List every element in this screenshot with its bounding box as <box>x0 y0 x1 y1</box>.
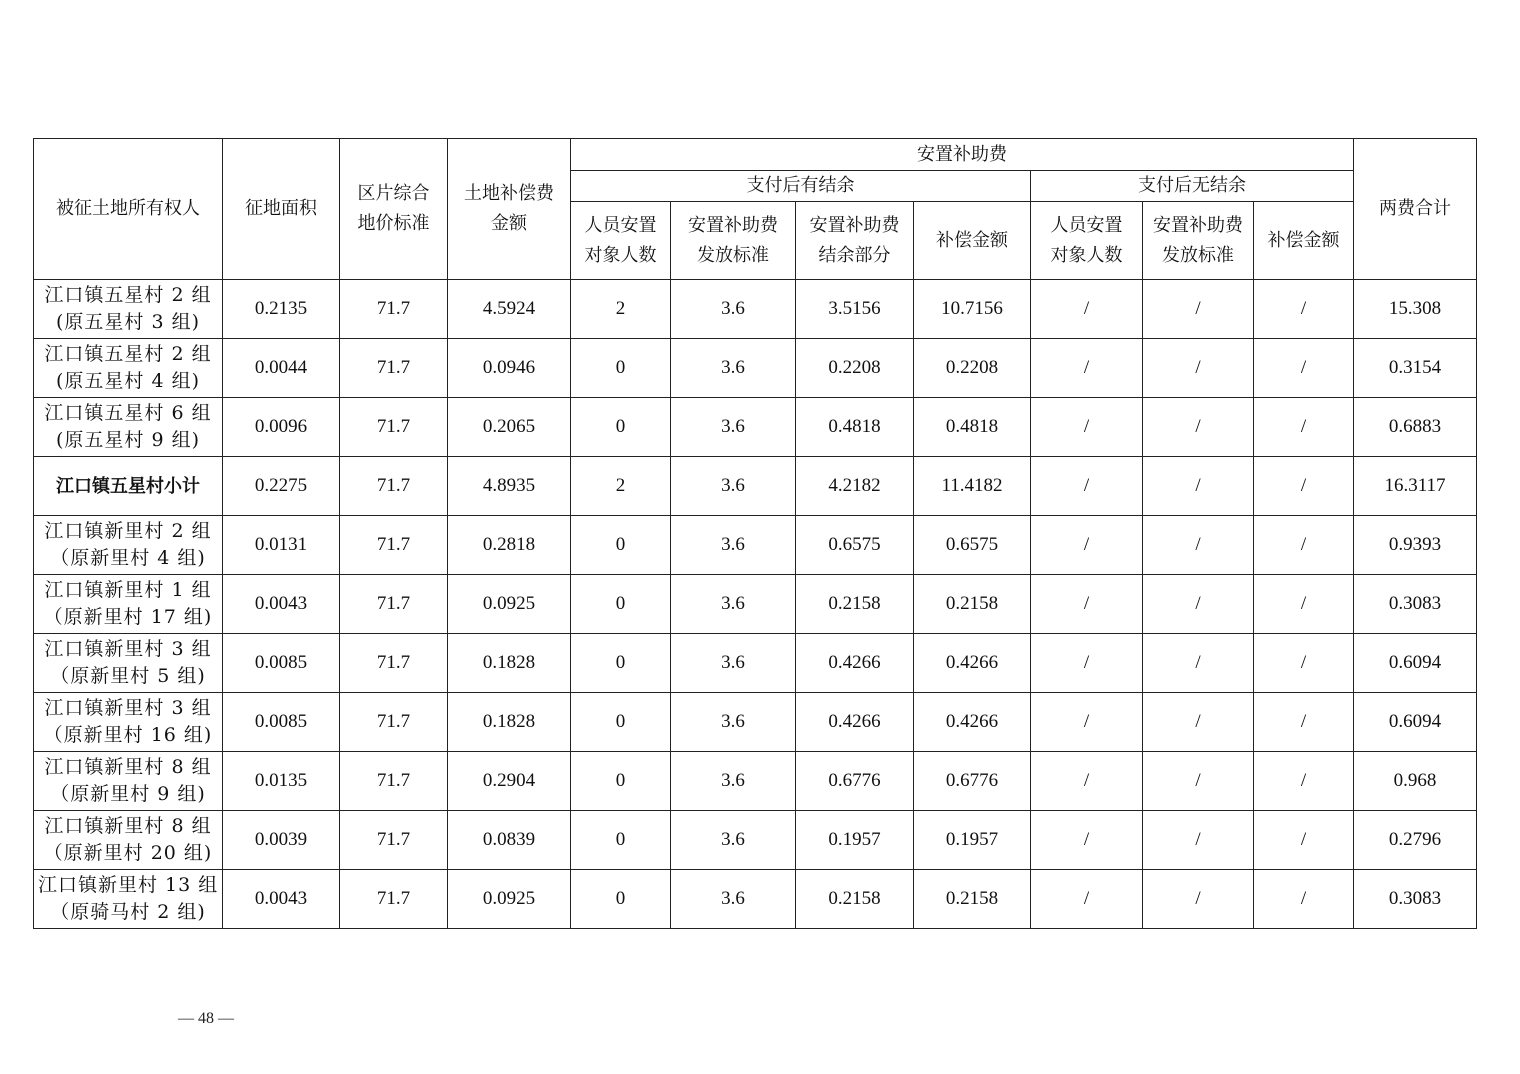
cell-subsidy-surplus: 0.4266 <box>796 693 914 752</box>
table-header <box>34 139 1477 280</box>
cell-standard-no-surplus: / <box>1143 339 1254 398</box>
header-with-surplus: 支付后有结余 <box>571 171 1031 202</box>
cell-persons-no-surplus: / <box>1031 457 1143 516</box>
owner-former-name: （原新里村 16 组) <box>43 724 213 746</box>
cell-area: 0.0044 <box>223 339 340 398</box>
cell-owner <box>34 280 223 339</box>
cell-land-compensation: 0.2065 <box>448 398 571 457</box>
table-row <box>34 280 1477 339</box>
cell-area: 0.0131 <box>223 516 340 575</box>
cell-persons: 0 <box>571 634 671 693</box>
cell-persons: 2 <box>571 457 671 516</box>
cell-subsidy-surplus: 0.6776 <box>796 752 914 811</box>
owner-former-name: (原五星村 4 组) <box>56 370 200 392</box>
cell-owner <box>34 870 223 929</box>
cell-price: 71.7 <box>340 811 448 870</box>
header-resettlement: 安置补助费 <box>571 139 1354 171</box>
cell-compensation: 10.7156 <box>914 280 1031 339</box>
cell-persons: 0 <box>571 516 671 575</box>
cell-compensation-no-surplus: / <box>1254 870 1354 929</box>
cell-compensation-no-surplus: / <box>1254 752 1354 811</box>
cell-compensation-no-surplus: / <box>1254 693 1354 752</box>
compensation-table <box>33 138 1477 929</box>
cell-land-compensation: 4.8935 <box>448 457 571 516</box>
cell-land-compensation: 0.1828 <box>448 693 571 752</box>
cell-total: 0.9393 <box>1354 516 1477 575</box>
cell-total: 0.968 <box>1354 752 1477 811</box>
cell-compensation: 11.4182 <box>914 457 1031 516</box>
cell-subsidy-standard: 3.6 <box>671 634 796 693</box>
cell-persons-no-surplus: / <box>1031 575 1143 634</box>
cell-persons-no-surplus: / <box>1031 398 1143 457</box>
header-total: 两费合计 <box>1354 139 1477 280</box>
owner-name: 江口镇新里村 3 组 <box>44 697 212 719</box>
owner-name: 江口镇新里村 8 组 <box>44 756 212 778</box>
cell-compensation: 0.6575 <box>914 516 1031 575</box>
cell-subsidy-surplus: 0.2208 <box>796 339 914 398</box>
cell-price: 71.7 <box>340 280 448 339</box>
cell-persons-no-surplus: / <box>1031 870 1143 929</box>
cell-persons: 0 <box>571 398 671 457</box>
cell-compensation: 0.1957 <box>914 811 1031 870</box>
cell-subsidy-surplus: 0.6575 <box>796 516 914 575</box>
header-compensation-amount: 补偿金额 <box>914 202 1031 280</box>
owner-name: 江口镇新里村 1 组 <box>44 579 212 601</box>
cell-persons-no-surplus: / <box>1031 693 1143 752</box>
cell-standard-no-surplus: / <box>1143 398 1254 457</box>
table-row <box>34 870 1477 929</box>
cell-price: 71.7 <box>340 339 448 398</box>
cell-price: 71.7 <box>340 575 448 634</box>
cell-persons: 0 <box>571 811 671 870</box>
cell-owner <box>34 634 223 693</box>
cell-area: 0.2135 <box>223 280 340 339</box>
header-land-compensation: 土地补偿费金额 <box>448 139 571 280</box>
cell-compensation-no-surplus: / <box>1254 575 1354 634</box>
header-subsidy-standard-no-surplus: 安置补助费发放标准 <box>1143 202 1254 280</box>
cell-subsidy-surplus: 0.4818 <box>796 398 914 457</box>
cell-compensation: 0.4266 <box>914 693 1031 752</box>
cell-total: 0.3083 <box>1354 575 1477 634</box>
cell-subsidy-surplus: 4.2182 <box>796 457 914 516</box>
cell-owner <box>34 516 223 575</box>
cell-price: 71.7 <box>340 516 448 575</box>
cell-compensation: 0.2158 <box>914 575 1031 634</box>
cell-land-compensation: 0.0925 <box>448 870 571 929</box>
cell-compensation: 0.2158 <box>914 870 1031 929</box>
cell-persons-no-surplus: / <box>1031 752 1143 811</box>
owner-former-name: （原新里村 4 组) <box>50 547 206 569</box>
cell-persons: 0 <box>571 870 671 929</box>
cell-subsidy-standard: 3.6 <box>671 870 796 929</box>
cell-standard-no-surplus: / <box>1143 516 1254 575</box>
cell-compensation-no-surplus: / <box>1254 398 1354 457</box>
owner-name: 江口镇五星村 2 组 <box>44 284 212 306</box>
owner-name: 江口镇五星村 2 组 <box>44 343 212 365</box>
cell-total: 16.3117 <box>1354 457 1477 516</box>
cell-area: 0.0135 <box>223 752 340 811</box>
cell-total: 0.2796 <box>1354 811 1477 870</box>
cell-subsidy-standard: 3.6 <box>671 575 796 634</box>
cell-persons: 0 <box>571 575 671 634</box>
cell-persons-no-surplus: / <box>1031 811 1143 870</box>
cell-total: 0.6094 <box>1354 693 1477 752</box>
cell-subsidy-standard: 3.6 <box>671 398 796 457</box>
cell-compensation-no-surplus: / <box>1254 516 1354 575</box>
cell-subsidy-standard: 3.6 <box>671 693 796 752</box>
cell-price: 71.7 <box>340 457 448 516</box>
cell-owner <box>34 398 223 457</box>
cell-compensation: 0.4818 <box>914 398 1031 457</box>
cell-persons: 0 <box>571 752 671 811</box>
cell-owner <box>34 811 223 870</box>
cell-subsidy-standard: 3.6 <box>671 516 796 575</box>
cell-persons: 0 <box>571 693 671 752</box>
subtotal-row <box>34 457 1477 516</box>
cell-land-compensation: 0.1828 <box>448 634 571 693</box>
cell-persons-no-surplus: / <box>1031 634 1143 693</box>
table-body <box>34 280 1477 929</box>
cell-persons-no-surplus: / <box>1031 339 1143 398</box>
cell-compensation-no-surplus: / <box>1254 339 1354 398</box>
cell-price: 71.7 <box>340 693 448 752</box>
owner-former-name: (原五星村 9 组) <box>56 429 200 451</box>
cell-subsidy-standard: 3.6 <box>671 280 796 339</box>
table-row <box>34 693 1477 752</box>
cell-owner <box>34 575 223 634</box>
owner-name: 江口镇新里村 3 组 <box>44 638 212 660</box>
cell-land-compensation: 0.2818 <box>448 516 571 575</box>
cell-persons: 2 <box>571 280 671 339</box>
cell-standard-no-surplus: / <box>1143 280 1254 339</box>
owner-former-name: (原五星村 3 组) <box>56 311 200 333</box>
cell-subsidy-standard: 3.6 <box>671 752 796 811</box>
cell-land-compensation: 0.0925 <box>448 575 571 634</box>
owner-former-name: （原新里村 5 组) <box>50 665 206 687</box>
cell-price: 71.7 <box>340 398 448 457</box>
cell-land-compensation: 4.5924 <box>448 280 571 339</box>
cell-standard-no-surplus: / <box>1143 693 1254 752</box>
cell-price: 71.7 <box>340 752 448 811</box>
cell-compensation-no-surplus: / <box>1254 634 1354 693</box>
cell-land-compensation: 0.0946 <box>448 339 571 398</box>
cell-area: 0.0085 <box>223 693 340 752</box>
cell-compensation-no-surplus: / <box>1254 280 1354 339</box>
owner-name: 江口镇新里村 13 组 <box>38 874 219 896</box>
cell-total: 0.3083 <box>1354 870 1477 929</box>
cell-total: 0.6883 <box>1354 398 1477 457</box>
table-row <box>34 634 1477 693</box>
cell-subsidy-standard: 3.6 <box>671 457 796 516</box>
cell-persons-no-surplus: / <box>1031 516 1143 575</box>
cell-area: 0.0043 <box>223 575 340 634</box>
cell-price: 71.7 <box>340 634 448 693</box>
cell-area: 0.0043 <box>223 870 340 929</box>
header-area: 征地面积 <box>223 139 340 280</box>
cell-standard-no-surplus: / <box>1143 811 1254 870</box>
cell-subsidy-surplus: 3.5156 <box>796 280 914 339</box>
cell-subsidy-standard: 3.6 <box>671 811 796 870</box>
table-row <box>34 516 1477 575</box>
owner-name: 江口镇五星村小计 <box>56 475 200 497</box>
cell-subsidy-surplus: 0.2158 <box>796 575 914 634</box>
cell-owner <box>34 752 223 811</box>
cell-owner <box>34 693 223 752</box>
page-number: — 48 — <box>178 1010 234 1027</box>
header-persons-no-surplus: 人员安置对象人数 <box>1031 202 1143 280</box>
cell-land-compensation: 0.0839 <box>448 811 571 870</box>
owner-former-name: （原新里村 17 组) <box>43 606 213 628</box>
cell-subsidy-standard: 3.6 <box>671 339 796 398</box>
cell-area: 0.0096 <box>223 398 340 457</box>
owner-name: 江口镇新里村 2 组 <box>44 520 212 542</box>
cell-price: 71.7 <box>340 870 448 929</box>
header-no-surplus: 支付后无结余 <box>1031 171 1354 202</box>
cell-subsidy-surplus: 0.1957 <box>796 811 914 870</box>
cell-persons-no-surplus: / <box>1031 280 1143 339</box>
table-row <box>34 752 1477 811</box>
header-subsidy-standard: 安置补助费发放标准 <box>671 202 796 280</box>
cell-standard-no-surplus: / <box>1143 457 1254 516</box>
cell-total: 0.6094 <box>1354 634 1477 693</box>
cell-total: 0.3154 <box>1354 339 1477 398</box>
cell-persons: 0 <box>571 339 671 398</box>
header-persons: 人员安置对象人数 <box>571 202 671 280</box>
cell-land-compensation: 0.2904 <box>448 752 571 811</box>
cell-area: 0.0085 <box>223 634 340 693</box>
owner-former-name: （原新里村 9 组) <box>50 783 206 805</box>
cell-standard-no-surplus: / <box>1143 634 1254 693</box>
cell-area: 0.2275 <box>223 457 340 516</box>
cell-compensation: 0.6776 <box>914 752 1031 811</box>
cell-subsidy-surplus: 0.2158 <box>796 870 914 929</box>
cell-standard-no-surplus: / <box>1143 752 1254 811</box>
table-row <box>34 398 1477 457</box>
cell-compensation: 0.4266 <box>914 634 1031 693</box>
cell-subsidy-surplus: 0.4266 <box>796 634 914 693</box>
cell-owner <box>34 457 223 516</box>
header-compensation-amount-no-surplus: 补偿金额 <box>1254 202 1354 280</box>
table-row <box>34 339 1477 398</box>
cell-standard-no-surplus: / <box>1143 575 1254 634</box>
cell-standard-no-surplus: / <box>1143 870 1254 929</box>
header-subsidy-surplus: 安置补助费结余部分 <box>796 202 914 280</box>
owner-former-name: （原骑马村 2 组) <box>50 901 206 923</box>
owner-name: 江口镇五星村 6 组 <box>44 402 212 424</box>
table-row <box>34 575 1477 634</box>
cell-compensation: 0.2208 <box>914 339 1031 398</box>
cell-total: 15.308 <box>1354 280 1477 339</box>
owner-former-name: （原新里村 20 组) <box>43 842 213 864</box>
cell-owner <box>34 339 223 398</box>
owner-name: 江口镇新里村 8 组 <box>44 815 212 837</box>
header-price-standard: 区片综合地价标准 <box>340 139 448 280</box>
cell-compensation-no-surplus: / <box>1254 457 1354 516</box>
cell-area: 0.0039 <box>223 811 340 870</box>
header-owner: 被征土地所有权人 <box>34 139 223 280</box>
table-row <box>34 811 1477 870</box>
cell-compensation-no-surplus: / <box>1254 811 1354 870</box>
